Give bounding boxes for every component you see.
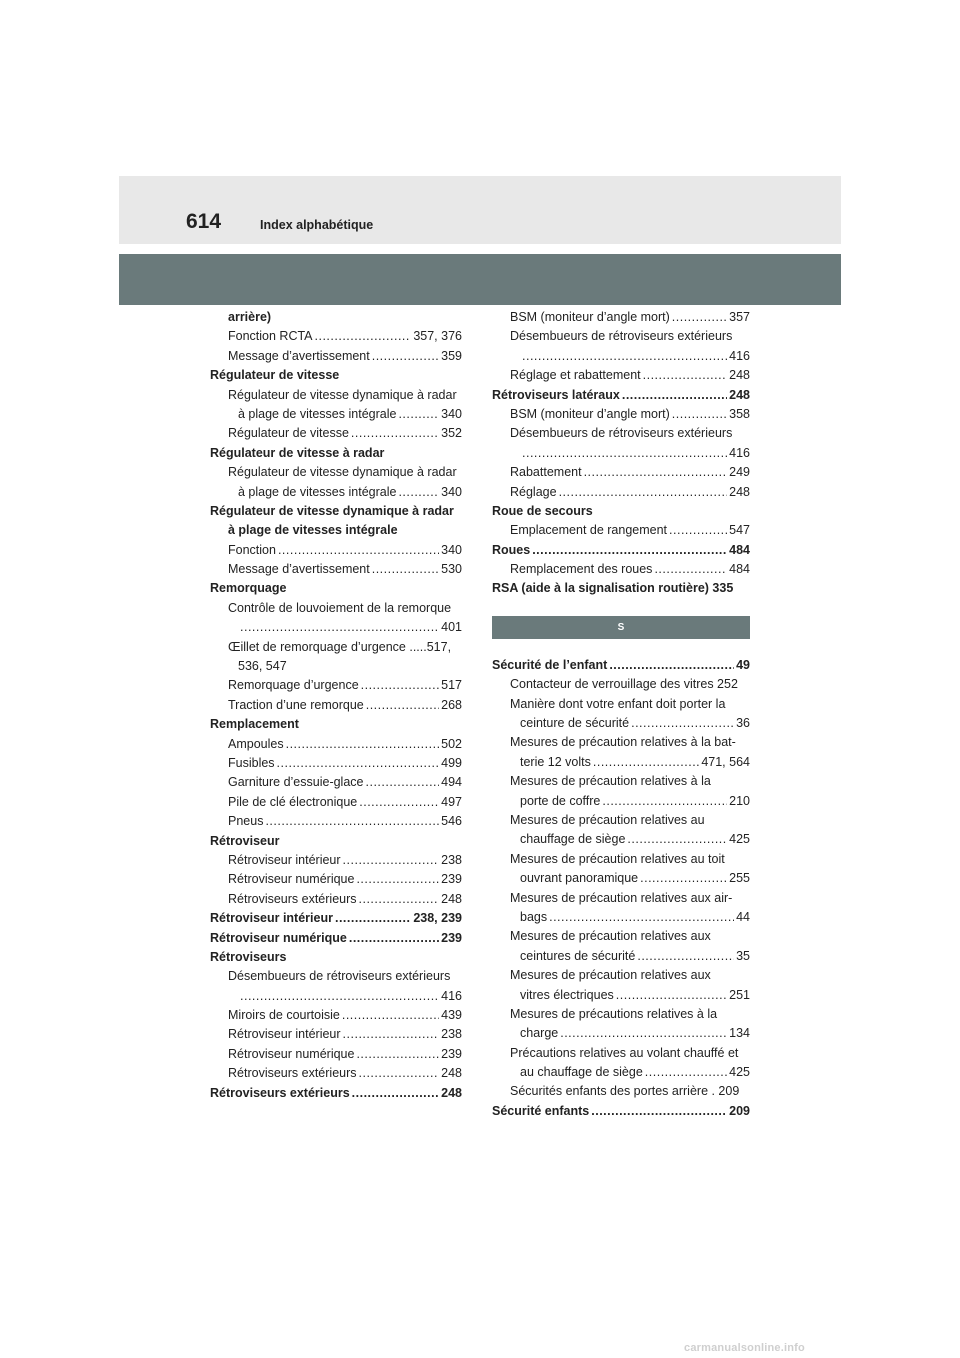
dot-leader [398, 483, 439, 502]
index-entry [210, 541, 462, 560]
index-entry [492, 444, 750, 463]
entry-text: Rétroviseur intérieur [228, 852, 341, 867]
entry-text: BSM (moniteur d’angle mort) [510, 310, 670, 324]
page-ref: 358 [729, 406, 750, 421]
entry-text: vitres électriques [520, 987, 614, 1002]
entry-text: Rétroviseurs extérieurs [228, 1066, 357, 1081]
index-heading: Roue de secours [492, 503, 593, 518]
dot-leader [356, 870, 439, 889]
dot-leader [359, 793, 439, 812]
index-entry [210, 560, 462, 579]
index-entry: Régulateur de vitesse dynamique à radar [228, 465, 457, 480]
index-entry: Mesures de précaution relatives aux [510, 929, 711, 944]
page-ref: 238 [441, 852, 462, 867]
index-entry [492, 366, 750, 385]
index-entry [492, 830, 750, 849]
page-ref: 248 [729, 484, 750, 499]
entry-text: Rétroviseur intérieur [210, 911, 333, 926]
entry-text: Remplacement des roues [510, 562, 653, 577]
page-ref: 248 [729, 368, 750, 383]
entry-text: Sécurité de l’enfant [492, 657, 608, 672]
dot-leader [278, 541, 439, 560]
page-ref: 210 [729, 793, 750, 808]
page-ref: 251 [729, 987, 750, 1002]
index-entry [210, 754, 462, 773]
dot-leader [286, 735, 440, 754]
page-ref: 249 [729, 465, 750, 480]
dot-leader [372, 560, 439, 579]
dot-leader [349, 929, 439, 948]
index-heading: Régulateur de vitesse à radar [210, 445, 385, 460]
page-ref: 425 [729, 832, 750, 847]
page-ref: 238, 239 [413, 911, 462, 926]
dot-leader [240, 987, 439, 1006]
dot-leader [342, 1006, 439, 1025]
index-heading [210, 909, 462, 928]
dot-leader [366, 773, 440, 792]
dot-leader [343, 851, 440, 870]
entry-text: Traction d’une remorque [228, 697, 364, 712]
index-heading: Remplacement [210, 717, 299, 732]
page-ref: 134 [729, 1026, 750, 1041]
entry-text: bags [520, 909, 548, 924]
page-ref: 497 [441, 794, 462, 809]
index-entry [492, 405, 750, 424]
entry-text: Rétroviseurs latéraux [492, 387, 620, 402]
index-entry: Manière dont votre enfant doit porter la [510, 696, 726, 711]
index-entry [210, 347, 462, 366]
index-entry: Contacteur de verrouillage des vitres 252 [510, 677, 738, 692]
index-entry [492, 560, 750, 579]
page-ref: 439 [441, 1008, 462, 1023]
index-entry [210, 676, 462, 695]
entry-text: Rétroviseur intérieur [228, 1027, 341, 1042]
dot-leader [609, 656, 734, 675]
dot-leader [669, 521, 727, 540]
page-ref: 239 [441, 872, 462, 887]
index-heading: Régulateur de vitesse dynamique à radar [210, 503, 454, 518]
index-entry [492, 483, 750, 502]
entry-text: Pile de clé électronique [228, 794, 358, 809]
entry-text: Régulateur de vitesse [228, 426, 349, 441]
page-ref: 248 [729, 387, 750, 402]
index-heading: Rétroviseurs [210, 949, 287, 964]
page-ref: 44 [736, 909, 750, 924]
dot-leader [359, 1064, 440, 1083]
page-ref: 340 [441, 484, 462, 499]
dot-leader [549, 908, 734, 927]
dot-leader [522, 444, 727, 463]
index-heading: RSA (aide à la signalisation routière) 335 [492, 581, 734, 596]
entry-text: BSM (moniteur d’angle mort) [510, 406, 670, 421]
dot-leader [522, 347, 727, 366]
dot-leader [559, 483, 728, 502]
dot-leader [335, 909, 411, 928]
entry-text: Sécurité enfants [492, 1103, 590, 1118]
index-entry [492, 1024, 750, 1043]
entry-text: Rétroviseur numérique [228, 1046, 355, 1061]
index-entry: Régulateur de vitesse dynamique à radar [228, 387, 457, 402]
index-heading: Rétroviseur [210, 833, 280, 848]
entry-text: Réglage et rabattement [510, 368, 641, 383]
page-ref: 484 [729, 562, 750, 577]
entry-text: Rétroviseur numérique [210, 930, 347, 945]
page-ref: 340 [441, 406, 462, 421]
entry-text: Message d’avertissement [228, 348, 370, 363]
index-entry: Contrôle de louvoiement de la remorque [228, 600, 452, 615]
dot-leader [351, 424, 439, 443]
page-ref: 499 [441, 755, 462, 770]
index-entry: Mesures de précaution relatives à la bat- [510, 735, 736, 750]
page-ref: 502 [441, 736, 462, 751]
index-entry: 536, 547 [238, 659, 287, 674]
index-entry [492, 986, 750, 1005]
index-entry [210, 870, 462, 889]
index-entry: arrière) [228, 310, 272, 324]
index-entry [492, 1063, 750, 1082]
page-ref: 484 [729, 542, 750, 557]
index-entry: Sécurités enfants des portes arrière . 209 [510, 1084, 740, 1099]
index-entry [210, 618, 462, 637]
page-ref: 517 [441, 678, 462, 693]
index-entry: à plage de vitesses intégrale [228, 523, 398, 538]
index-entry: Désembueurs de rétroviseurs extérieurs [510, 426, 733, 441]
index-entry [210, 1006, 462, 1025]
dot-leader [602, 792, 727, 811]
dot-leader [645, 1063, 727, 1082]
dot-leader [359, 890, 440, 909]
index-heading [492, 386, 750, 405]
index-entry [210, 793, 462, 812]
entry-text: Miroirs de courtoisie [228, 1008, 340, 1023]
page-ref: 255 [729, 871, 750, 886]
dot-leader [352, 1084, 439, 1103]
entry-text: ceintures de sécurité [520, 948, 636, 963]
index-entry [492, 908, 750, 927]
dot-leader [637, 947, 734, 966]
index-entry [210, 696, 462, 715]
dot-leader [593, 753, 699, 772]
index-entry [492, 869, 750, 888]
dot-leader [584, 463, 728, 482]
entry-text: Fonction [228, 542, 276, 557]
entry-text: charge [520, 1026, 559, 1041]
index-entry [492, 308, 750, 327]
index-entry: Œillet de remorquage d’urgence .....517, [228, 639, 452, 654]
entry-text: Emplacement de rangement [510, 523, 668, 538]
index-entry [210, 890, 462, 909]
index-entry: Mesures de précaution relatives au toit [510, 851, 725, 866]
dot-leader [627, 830, 727, 849]
entry-text: Pneus [228, 814, 264, 829]
dot-leader [672, 405, 727, 424]
page-ref: 340 [441, 542, 462, 557]
page-ref: 36 [736, 716, 750, 731]
dot-leader [672, 308, 727, 327]
dot-leader [654, 560, 727, 579]
dot-leader [277, 754, 440, 773]
entry-text: Rétroviseurs extérieurs [210, 1085, 350, 1100]
section-title: Index alphabétique [260, 218, 374, 232]
page-ref: 239 [441, 1046, 462, 1061]
entry-text: Garniture d’essuie-glace [228, 775, 364, 790]
entry-text: Fusibles [228, 755, 275, 770]
index-entry [492, 347, 750, 366]
index-heading [492, 541, 750, 560]
page-ref: 268 [441, 697, 462, 712]
page-ref: 425 [729, 1065, 750, 1080]
index-heading [492, 656, 750, 675]
index-entry [492, 792, 750, 811]
dot-leader [372, 347, 439, 366]
page-ref: 248 [441, 1085, 462, 1100]
page-ref: 248 [441, 891, 462, 906]
index-entry [210, 405, 462, 424]
index-heading: Remorquage [210, 581, 287, 596]
page-ref: 248 [441, 1066, 462, 1081]
index-entry: Mesures de précaution relatives aux [510, 968, 711, 983]
dot-leader [240, 618, 439, 637]
page-ref: 546 [441, 814, 462, 829]
index-entry [210, 1025, 462, 1044]
header-band [119, 176, 841, 244]
entry-text: porte de coffre [520, 793, 601, 808]
dot-leader [343, 1025, 440, 1044]
index-entry [210, 1045, 462, 1064]
page-ref: 209 [729, 1103, 750, 1118]
index-entry [210, 327, 462, 346]
index-entry [210, 735, 462, 754]
dot-leader [361, 676, 440, 695]
entry-text: ouvrant panoramique [520, 871, 639, 886]
dot-leader [398, 405, 439, 424]
entry-text: à plage de vitesses intégrale [238, 484, 397, 499]
index-entry: Désembueurs de rétroviseurs extérieurs [510, 329, 733, 344]
index-entry [210, 773, 462, 792]
dot-leader [560, 1024, 727, 1043]
index-heading: Régulateur de vitesse [210, 368, 340, 383]
entry-text: Roues [492, 542, 531, 557]
dot-leader [622, 386, 727, 405]
entry-text: terie 12 volts [520, 754, 591, 769]
entry-text: Fonction RCTA [228, 329, 313, 344]
index-heading [210, 1084, 462, 1103]
entry-text: à plage de vitesses intégrale [238, 406, 397, 421]
page-ref: 401 [441, 620, 462, 635]
dot-leader [366, 696, 439, 715]
letter-section-s: S [492, 616, 750, 639]
index-heading [492, 1102, 750, 1121]
index-entry [210, 851, 462, 870]
dot-leader [643, 366, 728, 385]
entry-text: Message d’avertissement [228, 562, 370, 577]
dot-leader [532, 541, 727, 560]
page-ref: 416 [729, 348, 750, 363]
watermark: carmanualsonline.info [684, 1342, 805, 1354]
entry-text: Rétroviseur numérique [228, 872, 355, 887]
index-entry [210, 483, 462, 502]
dot-leader [631, 714, 734, 733]
index-entry: Précautions relatives au volant chauffé et [510, 1045, 739, 1060]
entry-text: Rétroviseurs extérieurs [228, 891, 357, 906]
page-ref: 238 [441, 1027, 462, 1042]
index-entry: Mesures de précaution relatives à la [510, 774, 711, 789]
page-ref: 530 [441, 562, 462, 577]
page-ref: 49 [736, 657, 750, 672]
index-column-right [492, 308, 750, 1121]
page-number: 614 [186, 210, 222, 233]
index-entry [210, 424, 462, 443]
page-ref: 35 [736, 948, 750, 963]
dot-leader [616, 986, 727, 1005]
index-entry [210, 812, 462, 831]
page-ref: 547 [729, 523, 750, 538]
index-entry: Mesures de précautions relatives à la [510, 1006, 718, 1021]
index-heading [210, 929, 462, 948]
dot-leader [591, 1102, 727, 1121]
page-ref: 357, 376 [413, 329, 462, 344]
entry-text: chauffage de siège [520, 832, 626, 847]
dot-leader [356, 1045, 439, 1064]
dot-leader [315, 327, 412, 346]
entry-text: Ampoules [228, 736, 284, 751]
index-entry [492, 463, 750, 482]
dot-leader [640, 869, 727, 888]
index-entry [492, 753, 750, 772]
dot-leader [265, 812, 439, 831]
page-ref: 357 [729, 310, 750, 324]
index-entry: Désembueurs de rétroviseurs extérieurs [228, 969, 451, 984]
index-entry: Mesures de précaution relatives aux air- [510, 890, 733, 905]
index-entry: Mesures de précaution relatives au [510, 812, 705, 827]
index-column-left [210, 308, 462, 1103]
page-ref: 471, 564 [701, 754, 750, 769]
header-bar [119, 254, 841, 305]
page-ref: 494 [441, 775, 462, 790]
page-ref: 239 [441, 930, 462, 945]
entry-text: Remorquage d’urgence [228, 678, 359, 693]
index-entry [492, 714, 750, 733]
page-ref: 416 [729, 445, 750, 460]
page-ref: 352 [441, 426, 462, 441]
index-entry [210, 987, 462, 1006]
index-entry [210, 1064, 462, 1083]
entry-text: Rabattement [510, 465, 582, 480]
entry-text: ceinture de sécurité [520, 716, 630, 731]
page-ref: 416 [441, 988, 462, 1003]
page-ref: 359 [441, 348, 462, 363]
entry-text: au chauffage de siège [520, 1065, 643, 1080]
index-entry [492, 521, 750, 540]
index-entry [492, 947, 750, 966]
entry-text: Réglage [510, 484, 557, 499]
